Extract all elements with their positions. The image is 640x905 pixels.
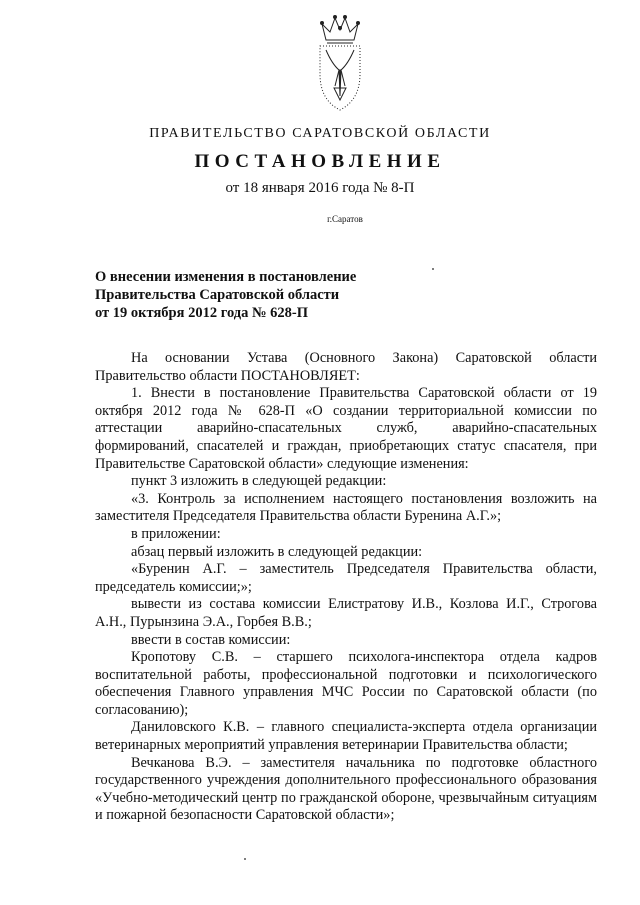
body-paragraph: абзац первый изложить в следующей редакции: — [131, 543, 423, 560]
body-paragraph: Даниловского К.В. – главного специалиста-эксперта отдела организации ветеринарных мероприятий управления ветеринарии Правительства области; — [95, 719, 597, 754]
body-paragraph: пункт 3 изложить в следующей редакции: — [131, 473, 387, 490]
document-body — [95, 350, 597, 825]
body-paragraph: На основании Устава (Основного Закона) Саратовской области Правительство области ПОСТАНОВЛЯЕТ: — [95, 350, 597, 384]
document-type-title: ПОСТАНОВЛЕНИЕ — [194, 151, 446, 172]
coat-of-arms-emblem — [308, 12, 372, 114]
scan-speck — [432, 268, 434, 270]
body-paragraph: в приложении: — [131, 525, 221, 542]
body-paragraph: «Буренин А.Г. – заместитель Председателя Правительства области, председатель комиссии;»; — [95, 561, 597, 595]
subject-line: Правительства Саратовской области — [95, 287, 340, 303]
document-subject — [95, 268, 356, 322]
body-paragraph: вывести из состава комиссии Елистратову И.В., Козлова И.Г., Строгова А.Н., Пурынзина Э.А., Горбея В.В.; — [95, 596, 597, 630]
body-paragraph: «3. Контроль за исполнением настоящего постановления возложить на заместителя Председателя Правительства области Буренина А.Г.»; — [95, 490, 597, 525]
subject-line: О внесении изменения в постановление — [95, 269, 357, 285]
subject-line: от 19 октября 2012 года № 628-П — [95, 305, 309, 321]
scan-speck — [244, 858, 246, 860]
city-label: г.Саратов — [327, 214, 363, 224]
body-paragraph: ввести в состав комиссии: — [131, 631, 291, 648]
government-name: ПРАВИТЕЛЬСТВО САРАТОВСКОЙ ОБЛАСТИ — [149, 126, 491, 141]
body-paragraph: Вечканова В.Э. – заместителя начальника по подготовке областного государственного учреждения дополнительного профессионального образования «Учебно-методический центр по гражданской обороне, чрезвычайным ситуациям и пожарной безопасности Саратовской области»; — [95, 754, 597, 824]
document-date-number: от 18 января 2016 года № 8-П — [225, 180, 415, 196]
body-paragraph: 1. Внести в постановление Правительства Саратовской области от 19 октября 2012 года № 628-П «О создании территориальной комиссии по аттестации аварийно-спасательных служб, аварийно-спасательных формирований, спасателей и граждан, приобретающих статус спасателя, при Правительстве Саратовской области» следующие изменения: — [95, 385, 597, 472]
body-paragraph: Кропотову С.В. – старшего психолога-инспектора отдела кадров воспитательной работы, профессиональной подготовки и психологического обеспечения Главного управления МЧС России по Саратовской области (по согласованию); — [95, 649, 597, 718]
